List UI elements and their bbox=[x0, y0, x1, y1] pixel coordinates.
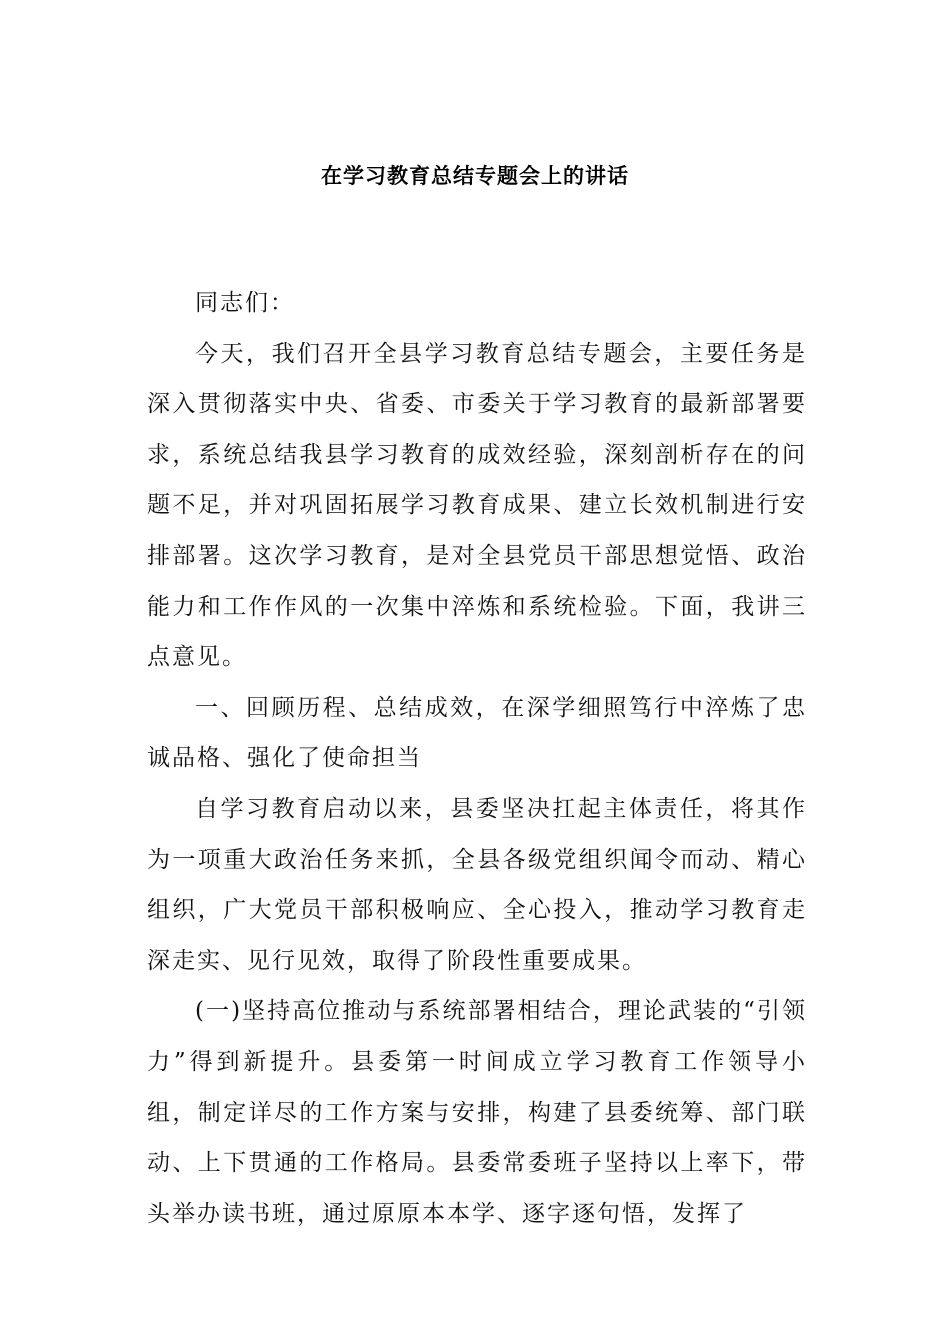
paragraph-intro: 今天，我们召开全县学习教育总结专题会，主要任务是深入贯彻落实中央、省委、市委关于学习教育的最新部署要求，系统总结我县学习教育的成效经验，深刻剖析存在的问题不足，并对巩固拓展学习教育成果、建立长效机制进行安排部署。这次学习教育，是对全县党员干部思想觉悟、政治能力和工作作风的一次集中淬炼和系统检验。下面，我讲三点意见。 bbox=[147, 340, 807, 671]
paragraph-section-1: 自学习教育启动以来，县委坚决扛起主体责任，将其作为一项重大政治任务来抓，全县各级党组织闻令而动、精心组织，广大党员干部积极响应、全心投入，推动学习教育走深走实、见行见效，取得了阶段性重要成果。 bbox=[147, 795, 807, 974]
section-heading-1: 一、回顾历程、总结成效，在深学细照笃行中淬炼了忠诚品格、强化了使命担当 bbox=[147, 694, 807, 772]
document-body bbox=[147, 278, 807, 1239]
paragraph-subsection-1: (一)坚持高位推动与系统部署相结合，理论武装的“引领力”得到新提升。县委第一时间成立学习教育工作领导小组，制定详尽的工作方案与安排，构建了县委统筹、部门联动、上下贯通的工作格局。县委常委班子坚持以上率下，带头举办读书班，通过原原本本学、逐字逐句悟，发挥了 bbox=[147, 998, 807, 1227]
salutation: 同志们： bbox=[195, 290, 295, 316]
document-title: 在学习教育总结专题会上的讲话 bbox=[321, 164, 629, 188]
